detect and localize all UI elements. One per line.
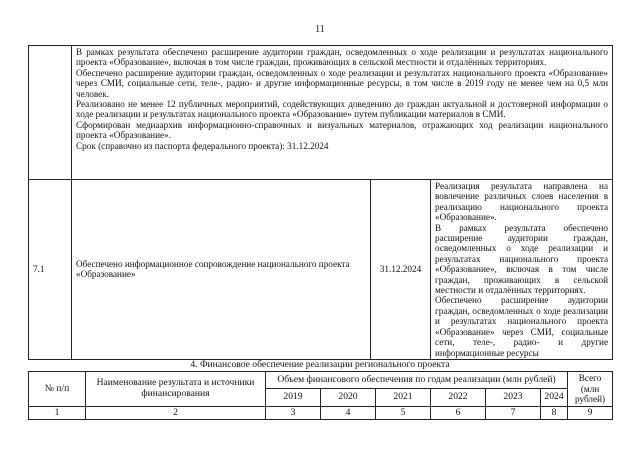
- row-number: 7.1: [29, 180, 72, 360]
- table-row: [29, 406, 613, 420]
- table-header-row: [29, 372, 613, 389]
- page-number: 11: [315, 24, 325, 35]
- paragraph: Обеспечено расширение аудитории граждан, осведомленных о ходе реализации и результатах национального проекта «Образование» через СМИ, социальные сети, теле-, радио- и другие информационные ресурсы: [435, 295, 609, 358]
- header-year: 2024: [541, 389, 568, 406]
- paragraph: В рамках результата обеспечено расширение аудитории граждан, осведомленных о ходе реализации и результатах национального проекта «Образование», включая в том числе граждан, проживающих в сельской местности и отдалённых территориях.: [435, 222, 609, 296]
- deadline-text: Срок (справочно из паспорта федерального проекта): 31.12.2024: [76, 140, 329, 151]
- header-total: Всего (млн рублей): [568, 372, 613, 407]
- index-cell: 1: [29, 406, 86, 420]
- header-num: № п/п: [29, 372, 86, 407]
- header-year: 2022: [431, 389, 486, 406]
- index-cell: 5: [376, 406, 431, 420]
- header-volume: Объем финансового обеспечения по годам реализации (млн рублей): [266, 372, 568, 389]
- index-cell: 9: [568, 406, 613, 420]
- header-year: 2023: [486, 389, 541, 406]
- empty-cell: [29, 46, 72, 180]
- result-name: Обеспечено информационное сопровождение национального проекта «Образование»: [72, 180, 371, 360]
- index-cell: 4: [321, 406, 376, 420]
- paragraph: Обеспечено расширение аудитории граждан, осведомленных о ходе реализации и результатах национального проекта «Образование» через СМИ, социальные сети, теле-, радио- и другие информационные ресурсы, в том числе в 2019 году не менее чем на 0,5 млн человек.: [76, 67, 609, 99]
- table-row: [29, 180, 613, 360]
- paragraph: Реализовано не менее 12 публичных мероприятий, содействующих доведению до граждан актуальной и достоверной информации о ходе реализации и результатах национального проекта «Образование» путем публикации материалов в СМИ.: [76, 99, 609, 120]
- index-cell: 7: [486, 406, 541, 420]
- header-year: 2020: [321, 389, 376, 406]
- result-description-cell: [72, 46, 613, 180]
- index-cell: 8: [541, 406, 568, 420]
- paragraph: В рамках результата обеспечено расширение аудитории граждан, осведомленных о ходе реализации и результатах национального проекта «Образование», включая в том числе граждан, проживающих в сельской местности и отдалённых территориях.: [76, 47, 609, 68]
- index-cell: 6: [431, 406, 486, 420]
- index-cell: 3: [266, 406, 321, 420]
- result-date: 31.12.2024: [371, 180, 431, 360]
- result-characteristics: [431, 180, 613, 360]
- financing-table: [28, 371, 613, 420]
- header-year: 2021: [376, 389, 431, 406]
- table-row: [29, 46, 613, 180]
- index-cell: 2: [86, 406, 266, 420]
- section-title: 4. Финансовое обеспечение реализации регионального проекта: [190, 359, 450, 370]
- paragraph: Сформирован медиаархив информационно-справочных и визуальных материалов, отражающих ход реализации национального проекта «Образование».: [76, 119, 609, 141]
- header-year: 2019: [266, 389, 321, 406]
- results-table: [28, 45, 613, 360]
- paragraph: Реализация результата направлена на вовлечение различных слоев населения в реализацию национального проекта «Образование».: [435, 181, 609, 223]
- header-name: Наименование результата и источники финансирования: [86, 372, 266, 407]
